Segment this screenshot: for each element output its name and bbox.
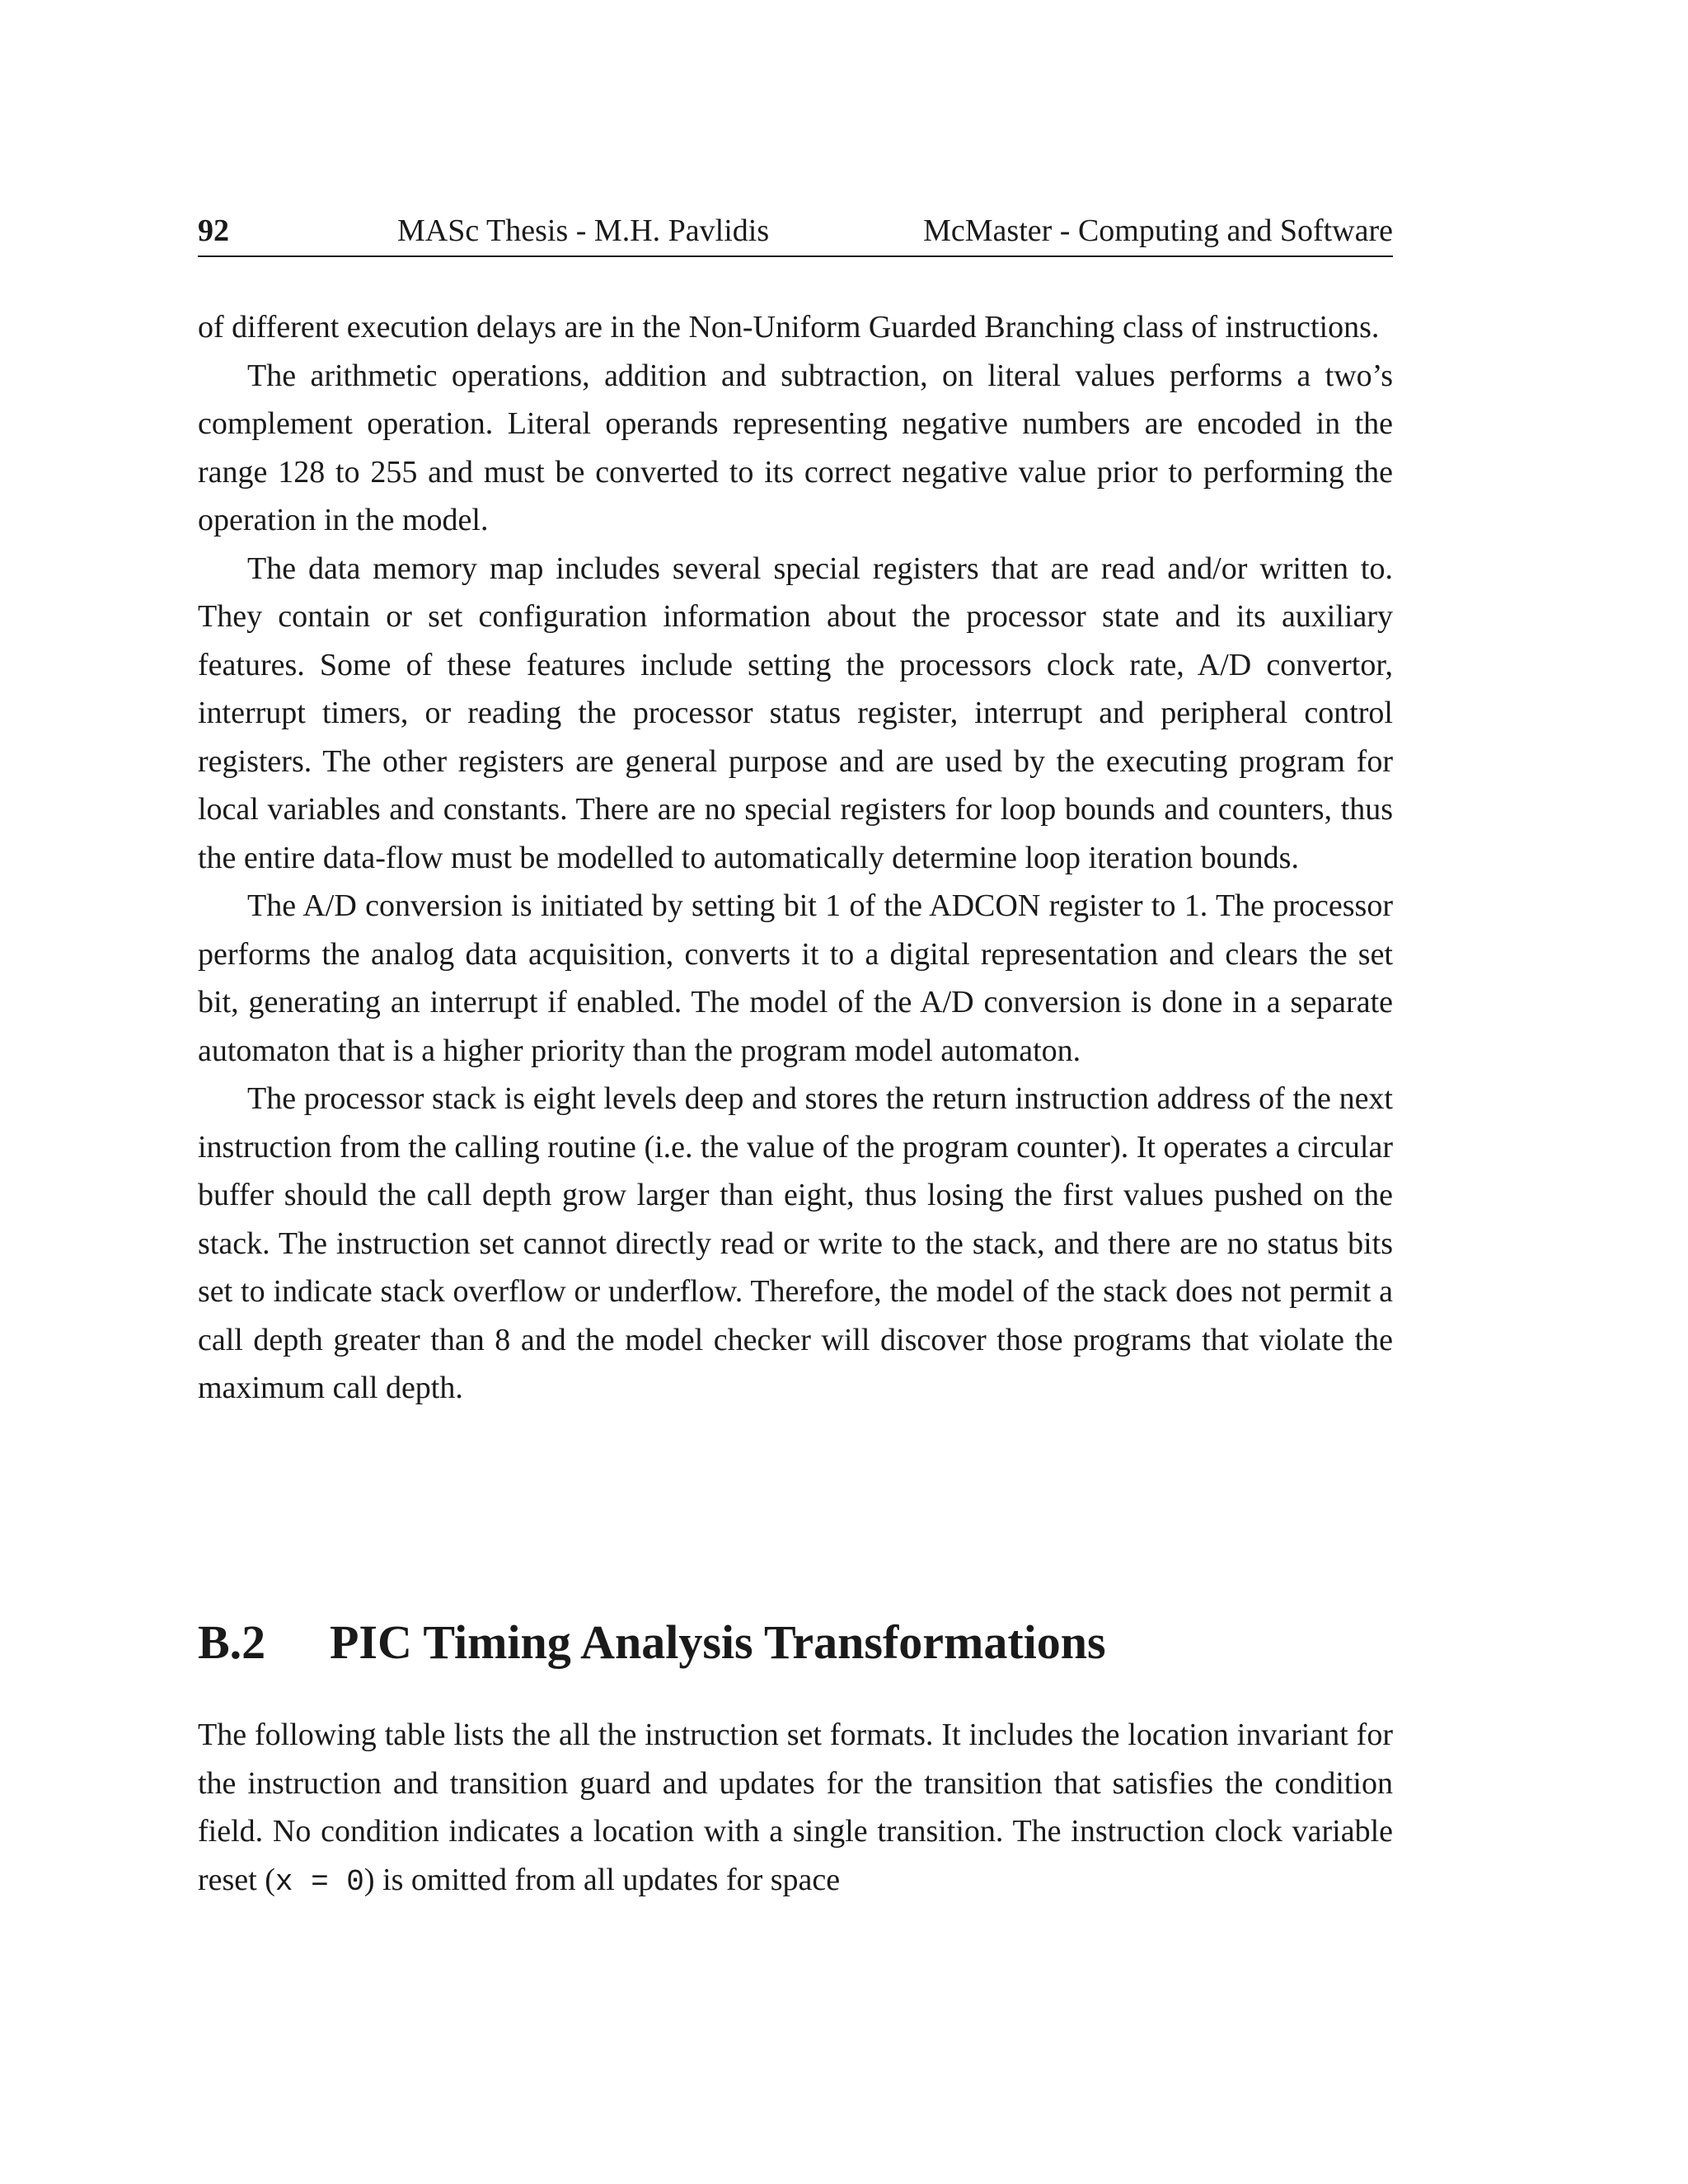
paragraph-stack: The processor stack is eight levels deep and stores the return instruction address of the next instruction from the calling routine (i.e. the value of the program counter). It operates a circular buffer should the call depth grow larger than eight, thus losing the first values pushed on the stack. The instruction set cannot directly read or write to the stack, and there are no status bits set to indicate stack overflow or underflow. Therefore, the model of the stack does not permit a call depth greater than 8 and the model checker will discover those programs that violate the maximum call depth. bbox=[198, 1081, 1393, 1405]
section-text-start: The following table lists the all the instruction set formats. It includes the location invariant for the instruction and transition guard and updates for the transition that satisfies the condition field. No condition indicates a location with a single transition. The instruction clock variable reset ( bbox=[198, 1718, 1393, 1897]
section-paragraph bbox=[198, 1711, 1393, 1906]
body-text bbox=[198, 303, 1393, 1413]
page-number: 92 bbox=[198, 213, 229, 248]
paragraph-continuation: of different execution delays are in the Non-Uniform Guarded Branching class of instructions. bbox=[198, 310, 1380, 344]
section-heading bbox=[198, 1614, 1393, 1671]
section-text-end: ) is omitted from all updates for space bbox=[363, 1862, 841, 1897]
paragraph-arithmetic: The arithmetic operations, addition and subtraction, on literal values performs a two’s complement operation. Literal operands representing negative numbers are encoded in the range 128 to 255 and must be converted to its correct negative value prior to performing the operation in the model. bbox=[198, 358, 1393, 537]
section-title: PIC Timing Analysis Transformations bbox=[330, 1615, 1106, 1669]
section-number: B.2 bbox=[198, 1615, 266, 1669]
paragraph-ad-conversion: The A/D conversion is initiated by setting bit 1 of the ADCON register to 1. The processor performs the analog data acquisition, converts it to a digital representation and clears the set bit, generating an interrupt if enabled. The model of the A/D conversion is done in a separate automaton that is a higher priority than the program model automaton. bbox=[198, 888, 1393, 1068]
inline-code: x = 0 bbox=[274, 1864, 364, 1899]
institution-name: McMaster - Computing and Software bbox=[923, 213, 1393, 248]
thesis-title: MASc Thesis - M.H. Pavlidis bbox=[397, 213, 770, 248]
running-header bbox=[198, 206, 1393, 257]
paragraph-memory-map: The data memory map includes several special registers that are read and/or written to. They contain or set configuration information about the processor state and its auxiliary features. Some of these features include setting the processors clock rate, A/D convertor, interrupt timers, or reading the processor status register, interrupt and peripheral control registers. The other registers are general purpose and are used by the executing program for local variables and constants. There are no special registers for loop bounds and counters, thus the entire data-flow must be modelled to automatically determine loop iteration bounds. bbox=[198, 551, 1393, 875]
